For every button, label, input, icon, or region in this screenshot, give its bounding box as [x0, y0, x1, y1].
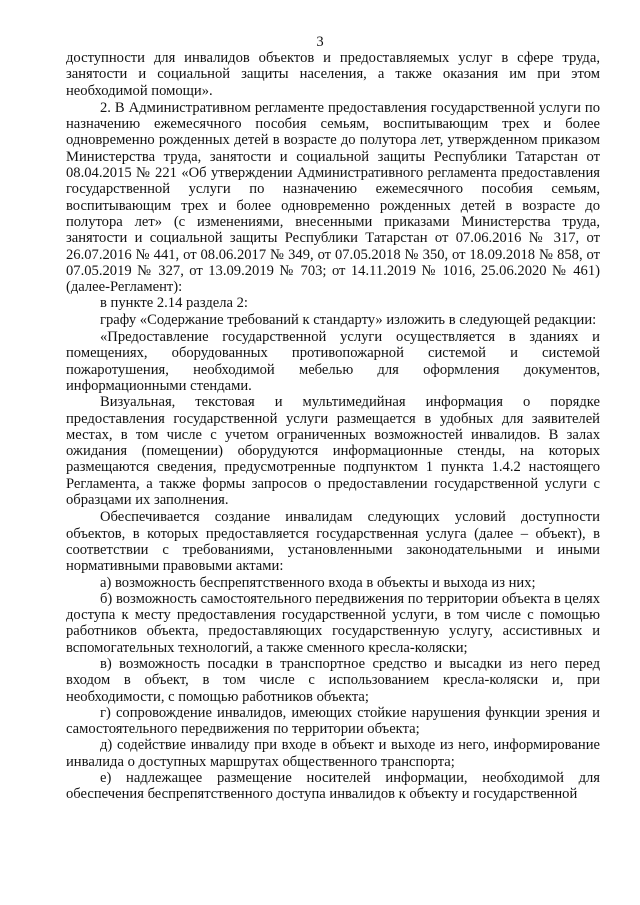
paragraph-quote-start: «Предоставление государственной услуги осуществляется в зданиях и помещениях, оборудованных противопожарной системой и системой пожаротушения, необходимой мебелью для оформления документов, информационными стендами. [66, 329, 600, 394]
list-item-b: б) возможность самостоятельного передвижения по территории объекта в целях доступа к месту предоставления государственной услуги, в том числе с помощью работников объекта, предоставляющих государственную услугу, ассистивных и вспомогательных технологий, а также сменного кресла-коляски; [66, 590, 600, 656]
list-item-d: д) содействие инвалиду при входе в объект и выходе из него, информирование инвалида о доступных маршрутах общественного транспорта; [66, 737, 600, 770]
list-item-v: в) возможность посадки в транспортное средство и высадки из него перед входом в объект, в том числе с использованием кресла-коляски и, при необходимости, с помощью работников объекта; [66, 655, 600, 705]
page-number: 3 [316, 34, 324, 50]
paragraph-item-2: 2. В Административном регламенте предоставления государственной услуги по назначению ежемесячного пособия семьям, воспитывающим трех и более одновременно рожденных детей в возрасте до полутора лет, утвержденном приказом Министерства труда, занятости и социальной защиты Республики Татарстан от 08.04.2015 № 221 «Об утверждении Административного регламента предоставления государственной услуги по назначению ежемесячного пособия семьям, воспитывающим трех и более одновременно рожденных детей в возрасте до полутора лет» (с изменениями, внесенными приказами Министерства труда, занятости и социальной защиты Республики Татарстан от 07.06.2016 № 317, от 26.07.2016 № 441, от 08.06.2017 № 349, от 07.05.2018 № 350, от 18.09.2018 № 858, от 07.05.2019 № 327, от 13.09.2019 № 703; от 14.11.2019 № 1016, 25.06.2020 № 461) (далее-Регламент): [66, 99, 600, 296]
paragraph-subclause: в пункте 2.14 раздела 2: [100, 295, 248, 312]
list-item-e: е) надлежащее размещение носителей информации, необходимой для обеспечения беспрепятственного доступа инвалидов к объекту и государственной [66, 770, 600, 803]
list-item-g: г) сопровождение инвалидов, имеющих стойкие нарушения функции зрения и самостоятельного передвижения по территории объекта; [66, 704, 600, 738]
paragraph-instruction: графу «Содержание требований к стандарту» изложить в следующей редакции: [100, 311, 597, 328]
paragraph-accessibility: Обеспечивается создание инвалидам следующих условий доступности объектов, в которых предоставляется государственная услуга (далее – объект), в соответствии с требованиями, установленными законодательными и иными нормативными правовыми актами: [66, 509, 600, 575]
paragraph-info: Визуальная, текстовая и мультимедийная информация о порядке предоставления государственной услуги размещается в удобных для заявителей местах, в том числе с учетом ограниченных возможностей инвалидов. В залах ожидания (помещении) оборудуются информационные стенды, на которых размещаются сведения, предусмотренные подпунктом 1 пункта 1.4.2 настоящего Регламента, а также формы запросов о предоставлении государственной услуги с образцами их заполнения. [66, 394, 600, 509]
document-body [66, 50, 600, 803]
list-item-a: а) возможность беспрепятственного входа в объекты и выхода из них; [100, 574, 536, 591]
paragraph-continuation: доступности для инвалидов объектов и предоставляемых услуг в сфере труда, занятости и социальной защиты населения, а также оказания им при этом необходимой помощи». [66, 50, 600, 99]
